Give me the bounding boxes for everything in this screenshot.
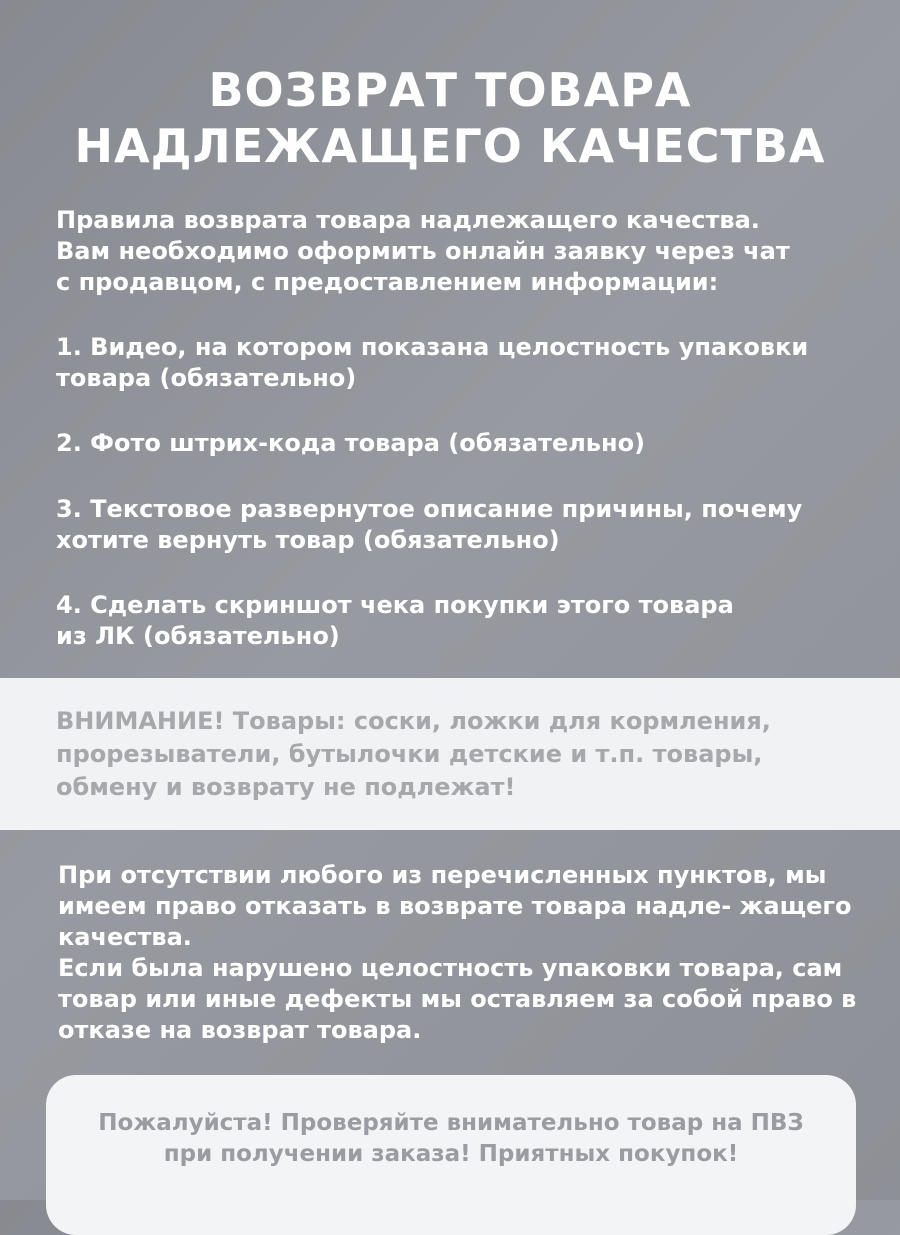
- requirement-item-4-line-2: из ЛК (обязательно): [56, 622, 340, 650]
- intro-line-2: Вам необходимо оформить онлайн заявку через чат: [56, 237, 790, 265]
- intro-line-1: Правила возврата товара надлежащего качества.: [56, 206, 760, 234]
- warning-text: [56, 705, 876, 804]
- intro-line-3: с продавцом, с предоставлением информации:: [56, 268, 719, 296]
- notice-line-1: При отсутствии любого из перечисленных пунктов, мы: [58, 861, 827, 889]
- page-title-line-1: ВОЗВРАТ ТОВАРА: [208, 63, 692, 117]
- warning-line-1: ВНИМАНИЕ! Товары: соски, ложки для кормления,: [56, 707, 771, 735]
- requirement-item-1-line-1: 1. Видео, на котором показана целостность упаковки: [56, 333, 809, 361]
- footer-line-2: при получении заказа! Приятных покупок!: [163, 1141, 739, 1167]
- notice-line-3: качества.: [58, 923, 192, 951]
- warning-line-2: прорезыватели, бутылочки детские и т.п. товары,: [56, 740, 763, 768]
- footer-card: [46, 1075, 856, 1235]
- requirement-item-1-line-2: товара (обязательно): [56, 364, 357, 392]
- warning-line-3: обмену и возврату не подлежат!: [56, 773, 516, 801]
- intro-text: [56, 205, 856, 298]
- page-title: [0, 62, 900, 174]
- warning-panel: [0, 678, 900, 830]
- page-title-line-2: НАДЛЕЖАЩЕГО КАЧЕСТВА: [74, 119, 826, 173]
- notice-line-6: отказе на возврат товара.: [58, 1016, 422, 1044]
- requirement-item-3-line-1: 3. Текстовое развернутое описание причины, почему: [56, 495, 803, 523]
- requirement-item-4-line-1: 4. Сделать скриншот чека покупки этого товара: [56, 591, 734, 619]
- requirement-item-3: [56, 494, 856, 556]
- notice-text: [58, 860, 858, 1046]
- requirement-item-3-line-2: хотите вернуть товар (обязательно): [56, 526, 560, 554]
- notice-line-5: товар или иные дефекты мы оставляем за собой право в: [58, 985, 857, 1013]
- footer-text: [46, 1108, 856, 1170]
- requirement-item-2: [56, 428, 856, 459]
- notice-line-2: имеем право отказать в возврате товара надле- жащего: [58, 892, 852, 920]
- requirement-item-4: [56, 590, 856, 652]
- requirement-item-1: [56, 332, 856, 394]
- requirement-item-2-line-1: 2. Фото штрих-кода товара (обязательно): [56, 429, 646, 457]
- notice-line-4: Если была нарушено целостность упаковки товара, сам: [58, 954, 843, 982]
- footer-line-1: Пожалуйста! Проверяйте внимательно товар на ПВЗ: [98, 1110, 804, 1136]
